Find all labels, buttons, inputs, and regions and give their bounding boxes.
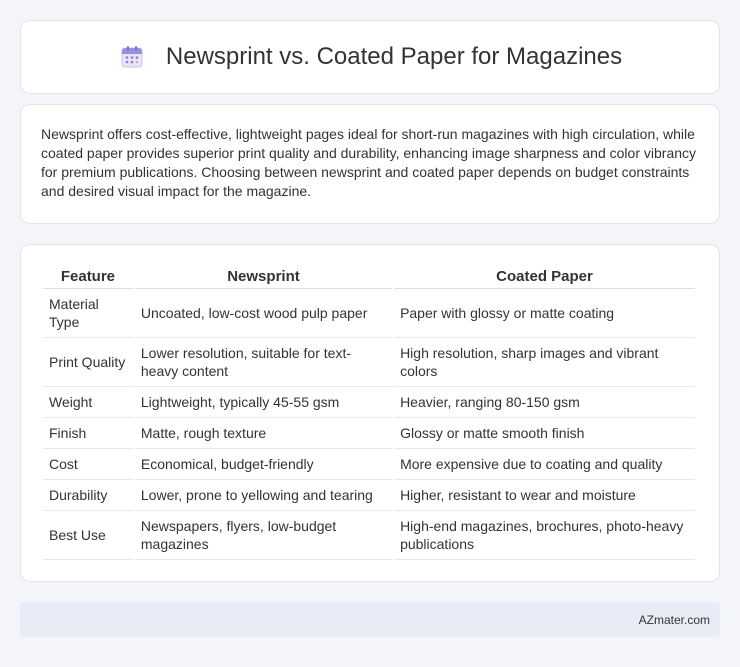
table-row <box>43 511 695 560</box>
cell-newsprint: Economical, budget-friendly <box>135 449 392 480</box>
footer-site-label: AZmater.com <box>638 612 710 627</box>
intro-card <box>20 104 720 224</box>
cell-coated: Heavier, ranging 80-150 gsm <box>394 387 695 418</box>
title-wrap <box>118 43 622 71</box>
cell-newsprint: Newspapers, flyers, low-budget magazines <box>135 511 392 560</box>
header-feature: Feature <box>43 267 133 289</box>
cell-feature: Durability <box>43 480 133 511</box>
cell-newsprint: Lower resolution, suitable for text-heavy content <box>135 338 392 387</box>
table-header-row <box>43 267 695 289</box>
cell-feature: Material Type <box>43 289 133 338</box>
cell-feature: Weight <box>43 387 133 418</box>
cell-newsprint: Matte, rough texture <box>135 418 392 449</box>
table-row <box>43 338 695 387</box>
footer <box>20 602 720 637</box>
title-card <box>20 20 720 94</box>
calendar-icon <box>118 43 146 71</box>
table-row <box>43 449 695 480</box>
cell-coated: Paper with glossy or matte coating <box>394 289 695 338</box>
cell-feature: Print Quality <box>43 338 133 387</box>
cell-coated: More expensive due to coating and quality <box>394 449 695 480</box>
cell-coated: Glossy or matte smooth finish <box>394 418 695 449</box>
cell-feature: Best Use <box>43 511 133 560</box>
table-row <box>43 480 695 511</box>
intro-paragraph: Newsprint offers cost-effective, lightweight pages ideal for short-run magazines with high circulation, while coated paper provides superior print quality and durability, enhancing image sharpness and color vibrancy for premium publications. Choosing between newsprint and coated paper depends on budget constraints and desired visual impact for the magazine. <box>41 126 697 199</box>
page-title: Newsprint vs. Coated Paper for Magazines <box>165 43 623 70</box>
cell-coated: Higher, resistant to wear and moisture <box>394 480 695 511</box>
cell-newsprint: Lightweight, typically 45-55 gsm <box>135 387 392 418</box>
table-row <box>43 418 695 449</box>
cell-newsprint: Lower, prone to yellowing and tearing <box>135 480 392 511</box>
table-row <box>43 289 695 338</box>
header-coated-paper: Coated Paper <box>394 267 695 289</box>
cell-feature: Finish <box>43 418 133 449</box>
cell-feature: Cost <box>43 449 133 480</box>
header-newsprint: Newsprint <box>135 267 392 289</box>
cell-newsprint: Uncoated, low-cost wood pulp paper <box>135 289 392 338</box>
table-row <box>43 387 695 418</box>
cell-coated: High-end magazines, brochures, photo-heavy publications <box>394 511 695 560</box>
comparison-table <box>41 267 697 560</box>
cell-coated: High resolution, sharp images and vibrant colors <box>394 338 695 387</box>
comparison-card <box>20 244 720 582</box>
